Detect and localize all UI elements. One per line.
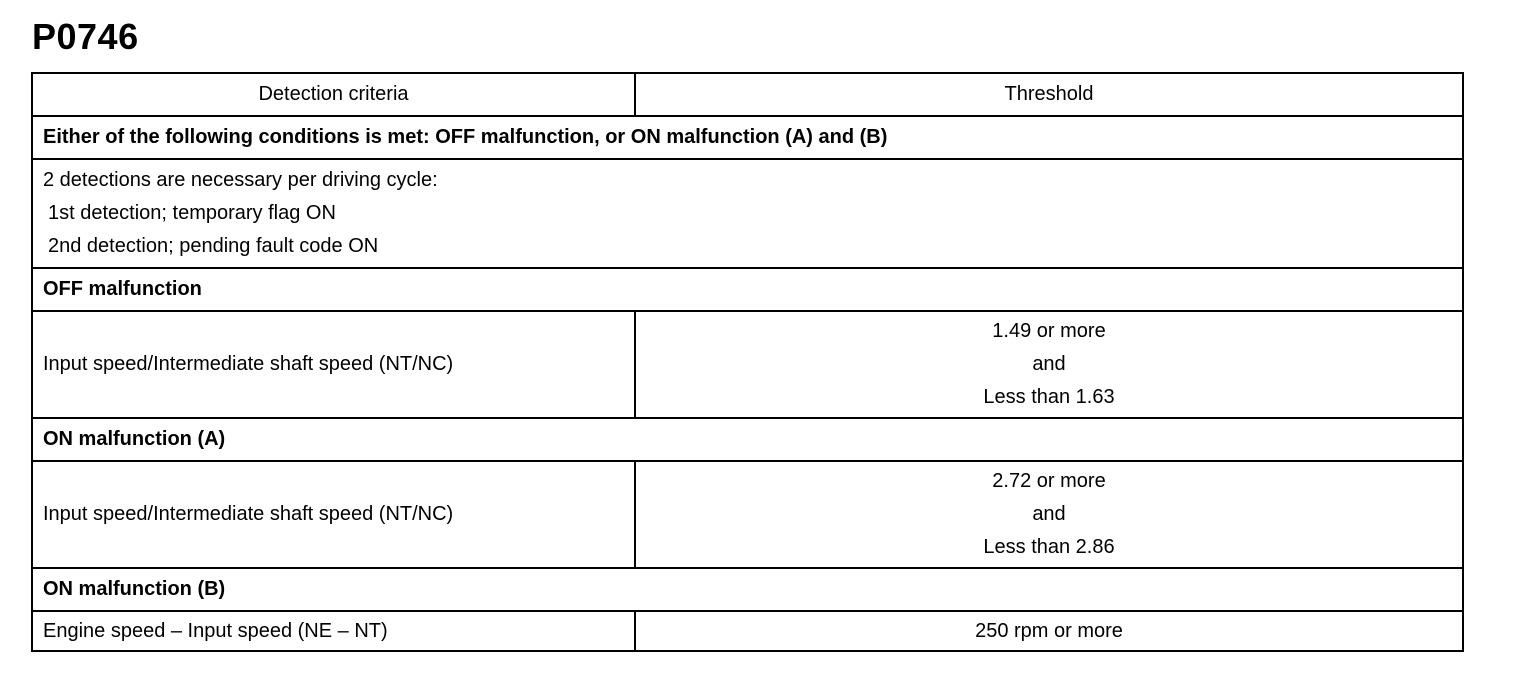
note-line: 1st detection; temporary flag ON [48,202,336,224]
page-title: P0746 [32,16,139,57]
table-row [32,418,1463,461]
threshold-line: Less than 2.86 [983,536,1115,558]
note-line: 2 detections are necessary per driving cycle: [43,169,438,191]
conditions-heading: Either of the following conditions is met: OFF malfunction, or ON malfunction (A) and (B) [32,116,1463,159]
criteria-cell: Engine speed – Input speed (NE – NT) [32,611,635,651]
threshold-line: and [1032,353,1066,375]
detection-note [32,159,1463,268]
threshold-line: and [1032,503,1066,525]
table-row [32,568,1463,611]
header-detection-criteria: Detection criteria [32,73,635,116]
note-line: 2nd detection; pending fault code ON [48,235,379,257]
threshold-line: 1.49 or more [992,320,1106,342]
detection-criteria-table [31,72,1464,652]
section-heading-on-malfunction-b: ON malfunction (B) [32,568,1463,611]
table-row [32,268,1463,311]
header-threshold: Threshold [635,73,1463,116]
table-row [32,311,1463,418]
threshold-cell [635,311,1463,418]
table-row [32,116,1463,159]
threshold-line: Less than 1.63 [983,386,1115,408]
criteria-cell: Input speed/Intermediate shaft speed (NT/NC) [32,311,635,418]
section-heading-off-malfunction: OFF malfunction [32,268,1463,311]
threshold-line: 2.72 or more [992,470,1106,492]
section-heading-on-malfunction-a: ON malfunction (A) [32,418,1463,461]
threshold-cell [635,461,1463,568]
table-row [32,461,1463,568]
table-row [32,611,1463,651]
criteria-cell: Input speed/Intermediate shaft speed (NT/NC) [32,461,635,568]
threshold-cell: 250 rpm or more [635,611,1463,651]
table-row [32,159,1463,268]
table-header-row [32,73,1463,116]
